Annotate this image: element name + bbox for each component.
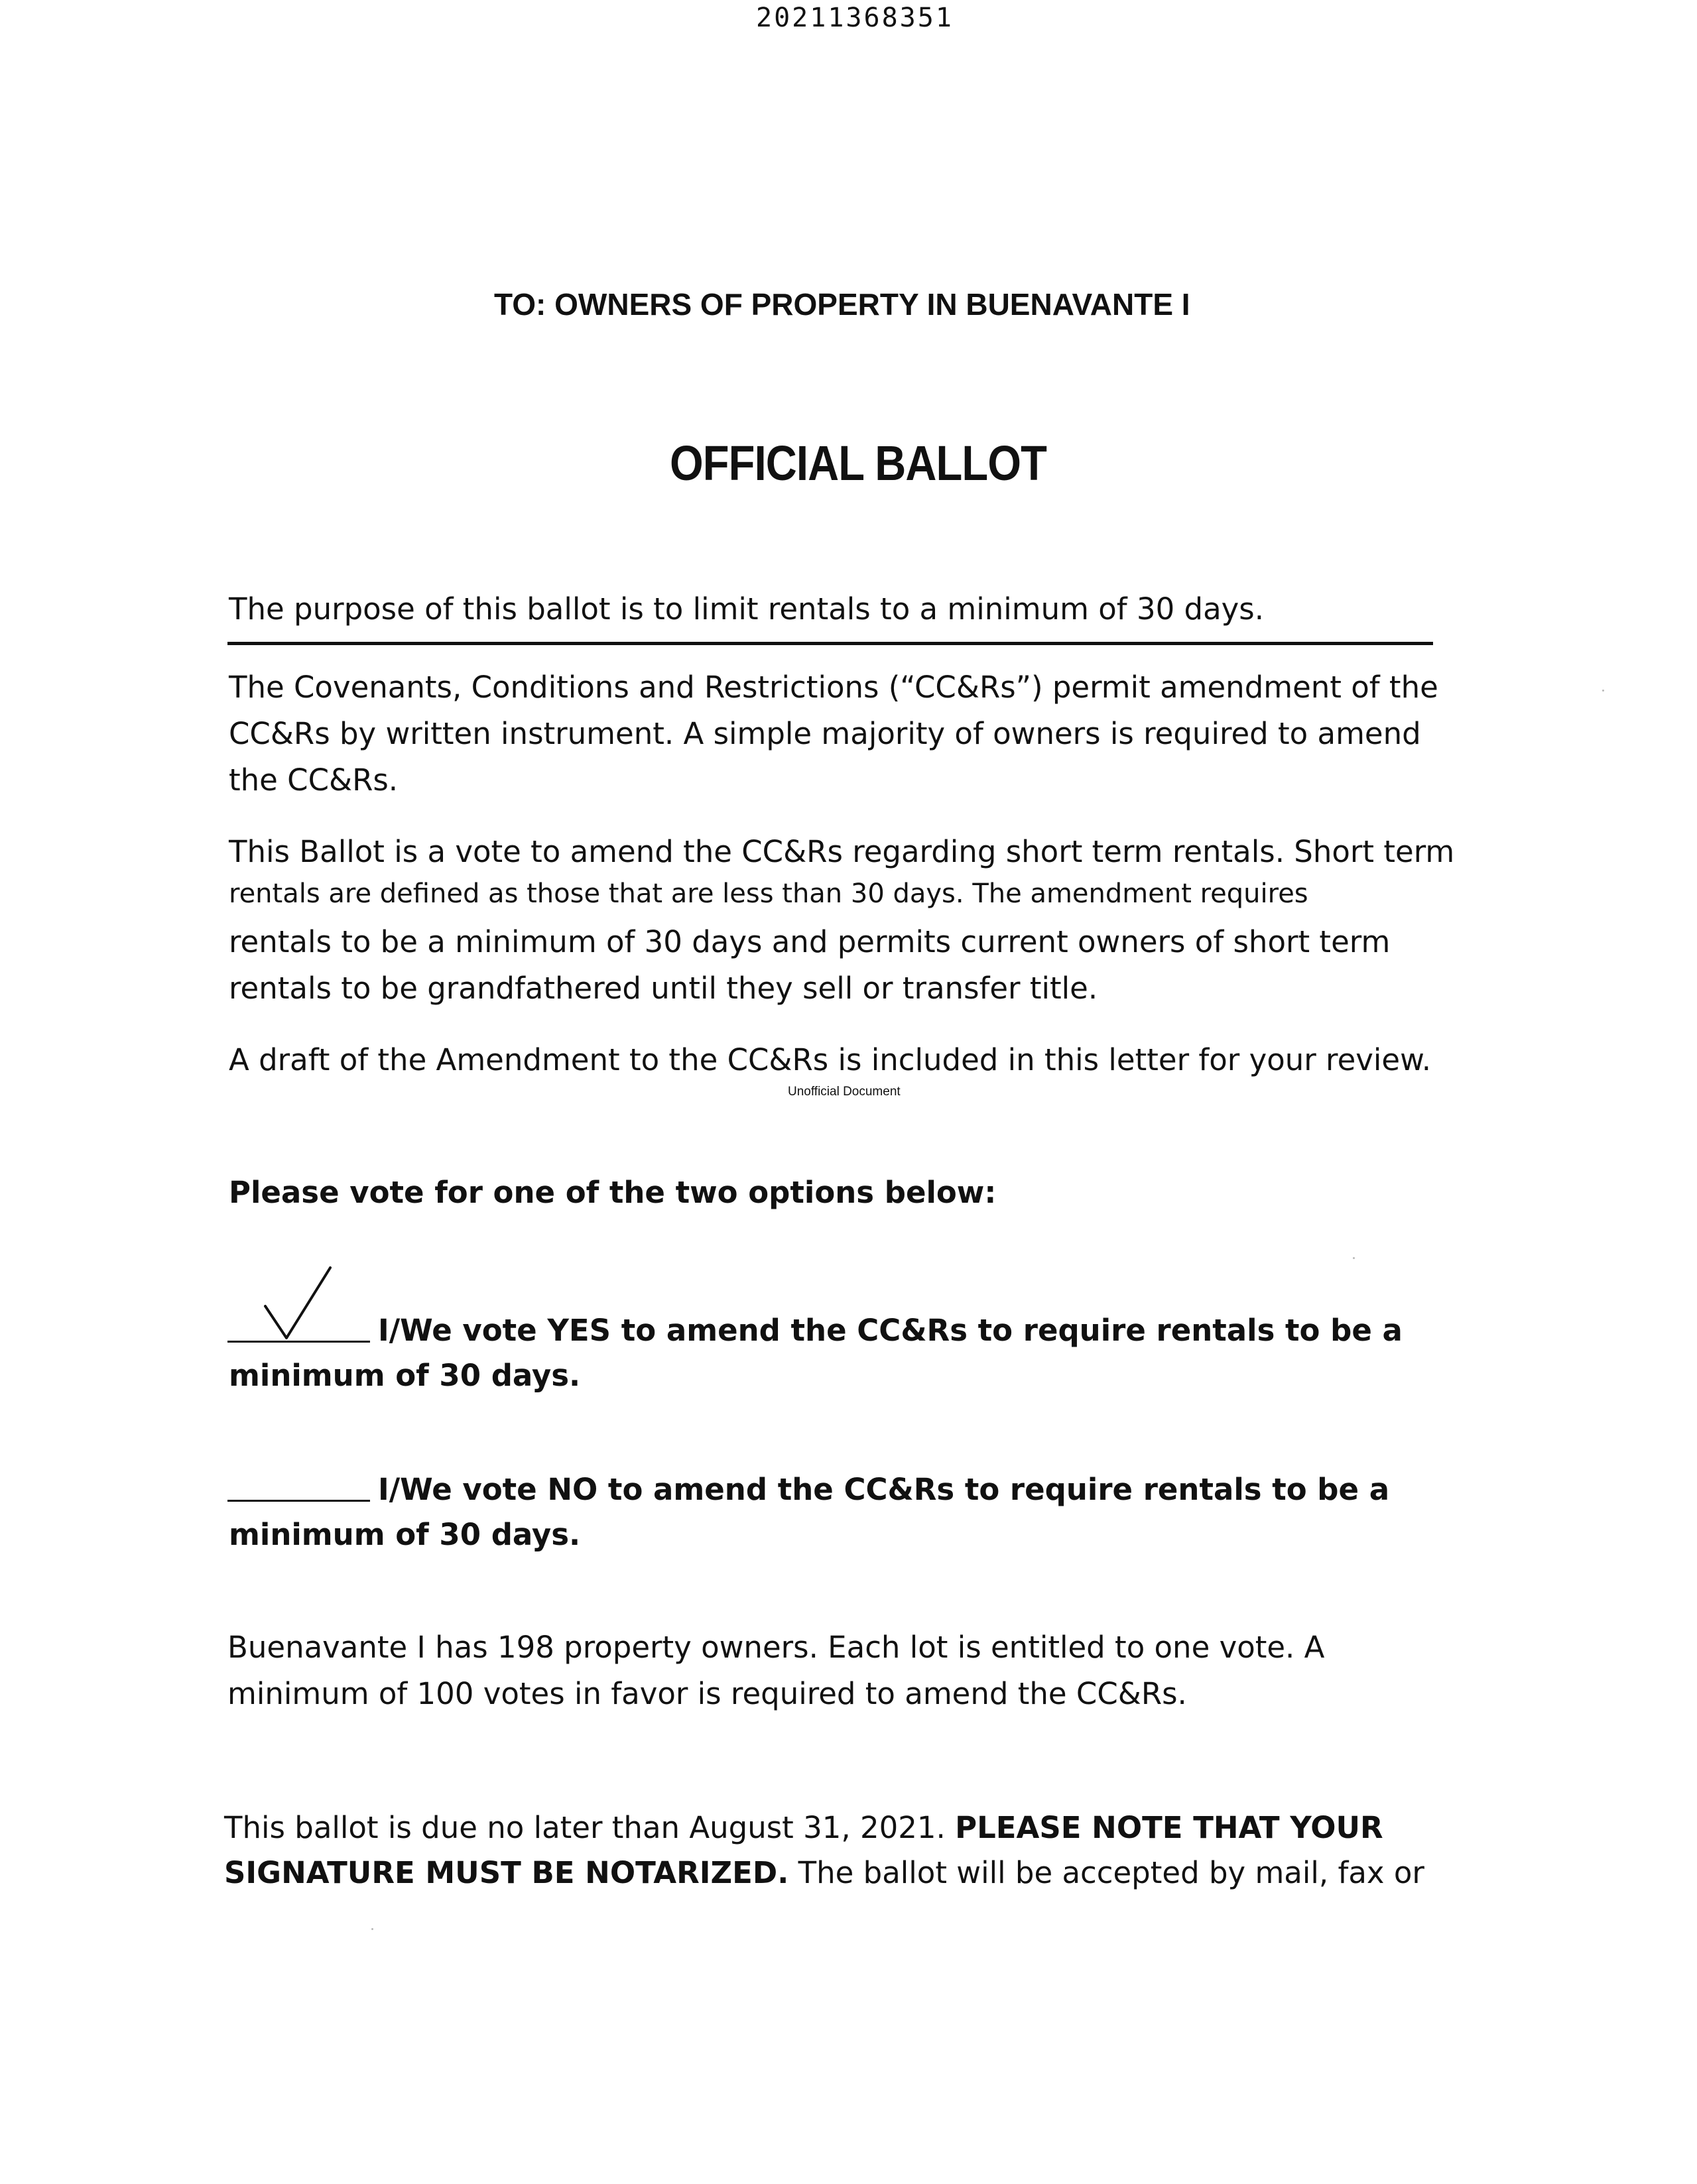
purpose-divider [227, 642, 1433, 645]
paragraph-2-line-2: rentals are defined as those that are less than 30 days. The amendment requires [229, 879, 1308, 909]
notarize-warning-part-2: SIGNATURE MUST BE NOTARIZED. [224, 1855, 789, 1890]
scan-speck [1353, 1257, 1355, 1259]
scan-speck [1602, 690, 1604, 692]
paragraph-1-line-3: the CC&Rs. [229, 762, 399, 798]
due-notice-line-1 [224, 1810, 1383, 1845]
notarize-warning-part-1: PLEASE NOTE THAT YOUR [955, 1810, 1383, 1845]
paragraph-2-line-1: This Ballot is a vote to amend the CC&Rs regarding short term rentals. Short term [229, 834, 1455, 869]
owners-info-line-2: minimum of 100 votes in favor is required to amend the CC&Rs. [227, 1676, 1187, 1711]
due-date-text: This ballot is due no later than August 31, 2021. [224, 1810, 956, 1845]
paragraph-2-line-4: rentals to be grandfathered until they sell or transfer title. [229, 971, 1098, 1006]
paragraph-1-line-2: CC&Rs by written instrument. A simple majority of owners is required to amend [229, 716, 1421, 751]
paragraph-1-line-1: The Covenants, Conditions and Restrictions (“CC&Rs”) permit amendment of the [229, 670, 1438, 705]
document-number: 20211368351 [756, 3, 954, 33]
no-option-line-1: I/We vote NO to amend the CC&Rs to require rentals to be a [378, 1472, 1390, 1507]
unofficial-watermark: Unofficial Document [788, 1085, 901, 1099]
addressee-heading: TO: OWNERS OF PROPERTY IN BUENAVANTE I [494, 287, 1190, 322]
owners-info-line-1: Buenavante I has 198 property owners. Each lot is entitled to one vote. A [227, 1630, 1325, 1665]
delivery-methods-text: The ballot will be accepted by mail, fax or [788, 1855, 1424, 1890]
paragraph-2-line-3: rentals to be a minimum of 30 days and permits current owners of short term [229, 924, 1391, 959]
paragraph-3: A draft of the Amendment to the CC&Rs is included in this letter for your review. [229, 1042, 1432, 1077]
purpose-statement: The purpose of this ballot is to limit rentals to a minimum of 30 days. [229, 591, 1265, 627]
due-notice-line-2 [224, 1855, 1424, 1890]
yes-option-line-2: minimum of 30 days. [229, 1358, 581, 1393]
no-option-line-2: minimum of 30 days. [229, 1517, 581, 1552]
scan-speck [371, 1928, 373, 1930]
vote-instruction: Please vote for one of the two options below: [229, 1175, 997, 1210]
no-vote-blank[interactable] [227, 1500, 370, 1502]
yes-option-line-1: I/We vote YES to amend the CC&Rs to require rentals to be a [378, 1313, 1403, 1348]
check-mark-icon [259, 1260, 338, 1346]
page-title: OFFICIAL BALLOT [670, 436, 1046, 491]
